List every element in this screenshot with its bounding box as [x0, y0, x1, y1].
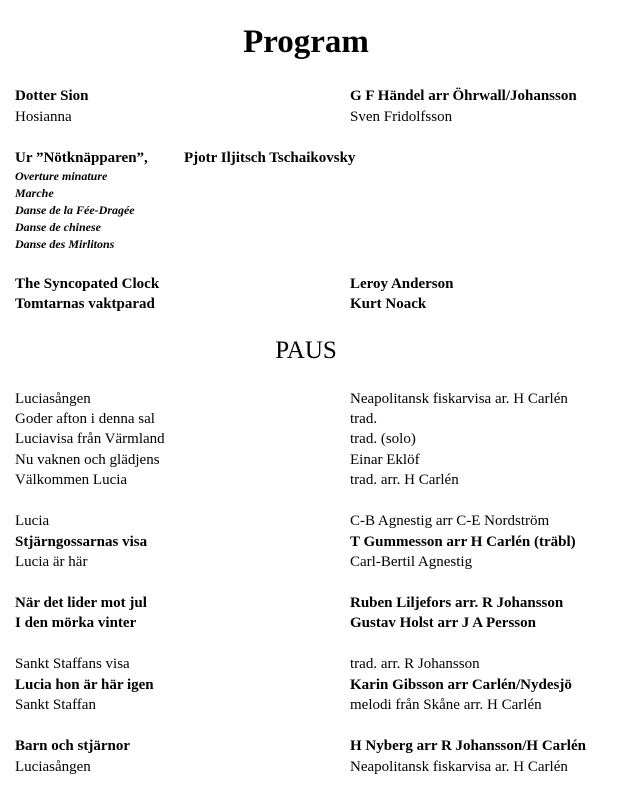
piece-title: The Syncopated Clock [15, 276, 160, 292]
piece-composer: trad. [350, 411, 378, 427]
piece-title: I den mörka vinter [15, 615, 137, 631]
program-row [0, 552, 630, 572]
piece-composer: Einar Eklöf [350, 452, 420, 468]
piece-composer: Carl-Bertil Agnestig [350, 554, 473, 570]
piece-composer: Sven Fridolfsson [350, 109, 453, 125]
program-row [0, 470, 630, 490]
piece-title: Dotter Sion [15, 88, 89, 104]
piece-title: När det lider mot jul [15, 595, 147, 611]
piece-title: Stjärngossarnas visa [15, 534, 148, 550]
piece-composer: Kurt Noack [350, 296, 427, 312]
program-row [0, 274, 630, 294]
piece-title: Goder afton i denna sal [15, 411, 155, 427]
piece-composer: C-B Agnestig arr C-E Nordström [350, 513, 550, 529]
piece-composer: Neapolitansk fiskarvisa ar. H Carlén [350, 759, 568, 775]
nutcracker-movement: Danse des Mirlitons [15, 237, 115, 251]
piece-title: Luciavisa från Värmland [15, 431, 165, 447]
piece-composer: Neapolitansk fiskarvisa ar. H Carlén [350, 391, 568, 407]
piece-title: Lucia är här [15, 554, 88, 570]
program-row [0, 429, 630, 449]
program-row [0, 409, 630, 429]
piece-composer: Gustav Holst arr J A Persson [350, 615, 536, 631]
program-row [0, 532, 630, 552]
piece-title: Luciasången [15, 391, 91, 407]
program-row [0, 389, 630, 409]
program-row [0, 511, 630, 531]
program-row [0, 294, 630, 314]
intermission-heading: PAUS [275, 337, 337, 364]
nutcracker-composer: Pjotr Iljitsch Tschaikovsky [184, 150, 356, 166]
piece-composer: G F Händel arr Öhrwall/Johansson [350, 88, 577, 104]
piece-composer: T Gummesson arr H Carlén (träbl) [350, 534, 576, 550]
program-title: Program [243, 24, 369, 60]
nutcracker-movement: Marche [15, 186, 54, 200]
piece-title: Hosianna [15, 109, 72, 125]
piece-composer: Leroy Anderson [350, 276, 454, 292]
program-row [0, 736, 630, 756]
program-row [0, 450, 630, 470]
piece-composer: trad. (solo) [350, 431, 416, 447]
piece-title: Sankt Staffans visa [15, 656, 130, 672]
piece-title: Välkommen Lucia [15, 472, 128, 488]
piece-composer: Ruben Liljefors arr. R Johansson [350, 595, 564, 611]
piece-title: Lucia [15, 513, 50, 529]
piece-title: Tomtarnas vaktparad [15, 296, 155, 312]
nutcracker-title: Ur ”Nötknäpparen”, [15, 150, 148, 166]
piece-title: Luciasången [15, 759, 91, 775]
piece-title: Barn och stjärnor [15, 738, 130, 754]
nutcracker-movement: Danse de la Fée-Dragée [15, 203, 135, 217]
piece-title: Sankt Staffan [15, 697, 96, 713]
program-row [0, 675, 630, 695]
piece-composer: trad. arr. R Johansson [350, 656, 480, 672]
program-row [0, 757, 630, 777]
piece-composer: H Nyberg arr R Johansson/H Carlén [350, 738, 586, 754]
piece-composer: melodi från Skåne arr. H Carlén [350, 697, 542, 713]
program-row [0, 613, 630, 633]
program-row [0, 107, 630, 127]
piece-title: Nu vaknen och glädjens [15, 452, 160, 468]
piece-title: Lucia hon är här igen [15, 677, 154, 693]
nutcracker-movement: Danse de chinese [15, 220, 101, 234]
program-row [0, 695, 630, 715]
nutcracker-movement: Overture minature [15, 169, 108, 183]
program-row [0, 86, 630, 106]
piece-composer: trad. arr. H Carlén [350, 472, 459, 488]
piece-composer: Karin Gibsson arr Carlén/Nydesjö [350, 677, 572, 693]
program-row [0, 654, 630, 674]
program-row [0, 593, 630, 613]
